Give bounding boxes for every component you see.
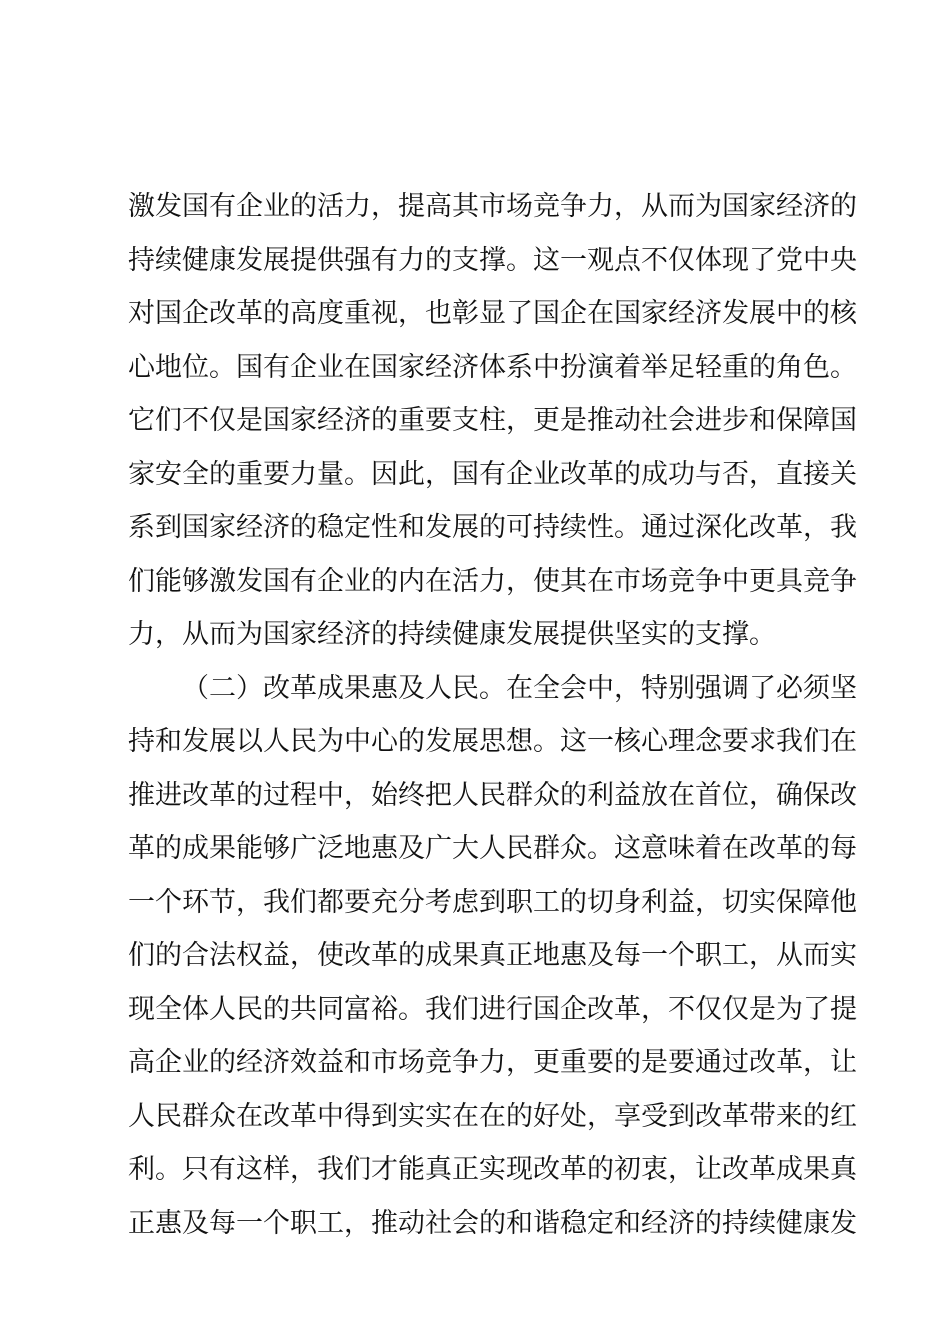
text-line: 们的合法权益，使改革的成果真正地惠及每一个职工，从而实 [128, 940, 857, 971]
text-line: 现全体人民的共同富裕。我们进行国企改革，不仅仅是为了提 [128, 993, 857, 1025]
text-line: 人民群众在改革中得到实实在在的好处，享受到改革带来的红 [128, 1100, 857, 1132]
text-line: 力，从而为国家经济的持续健康发展提供坚实的支撑。 [128, 619, 776, 650]
section-heading-line: （二）改革成果惠及人民。在全会中，特别强调了必须坚 [182, 672, 857, 704]
text-line: 正惠及每一个职工，推动社会的和谐稳定和经济的持续健康发 [128, 1207, 857, 1239]
text-line: 高企业的经济效益和市场竞争力，更重要的是要通过改革，让 [128, 1047, 857, 1078]
text-line: 持续健康发展提供强有力的支撑。这一观点不仅体现了党中央 [128, 244, 857, 276]
text-line: 革的成果能够广泛地惠及广大人民群众。这意味着在改革的每 [128, 833, 857, 864]
text-line: 对国企改革的高度重视，也彰显了国企在国家经济发展中的核 [128, 298, 857, 329]
text-line: 利。只有这样，我们才能真正实现改革的初衷，让改革成果真 [128, 1154, 857, 1185]
text-line: 一个环节，我们都要充分考虑到职工的切身利益，切实保障他 [128, 886, 857, 918]
text-line: 心地位。国有企业在国家经济体系中扮演着举足轻重的角色。 [128, 351, 857, 383]
text-line: 激发国有企业的活力，提高其市场竞争力，从而为国家经济的 [128, 191, 857, 222]
text-line: 它们不仅是国家经济的重要支柱，更是推动社会进步和保障国 [128, 405, 857, 436]
text-line: 推进改革的过程中，始终把人民群众的利益放在首位，确保改 [128, 779, 857, 811]
text-line: 们能够激发国有企业的内在活力，使其在市场竞争中更具竞争 [128, 565, 857, 597]
body-text [128, 180, 857, 1250]
text-line: 家安全的重要力量。因此，国有企业改革的成功与否，直接关 [128, 458, 857, 490]
text-line: 持和发展以人民为中心的发展思想。这一核心理念要求我们在 [128, 726, 857, 757]
text-line: 系到国家经济的稳定性和发展的可持续性。通过深化改革，我 [128, 512, 857, 543]
